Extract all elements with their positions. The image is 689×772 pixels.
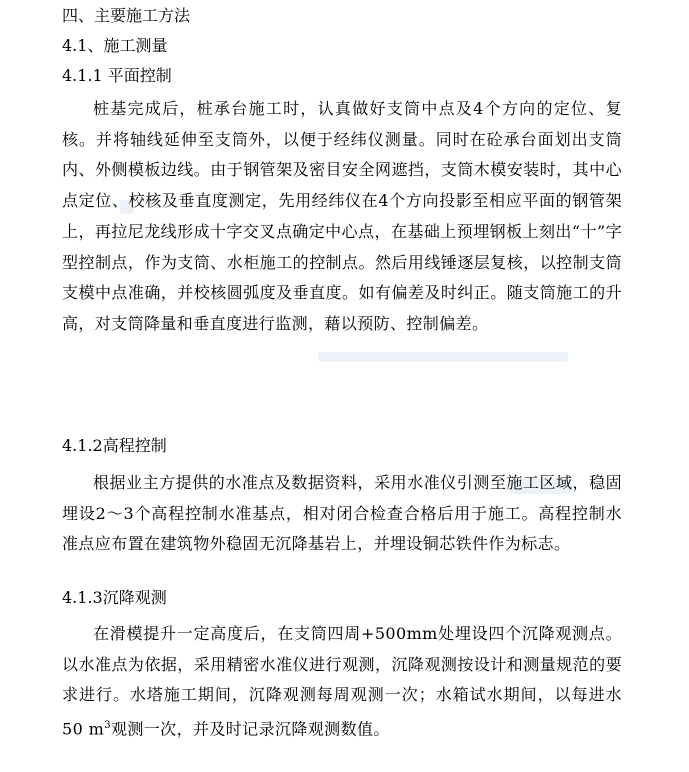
settlement-text-part2: 观测一次，并及时记录沉降观测数值。 — [110, 719, 390, 739]
paragraph-elevation-control: 根据业主方提供的水准点及数据资料，采用水准仪引测至施工区域，稳固埋设2～3个高程控制水准基点，相对闭合检查合格后用于施工。高程控制水准点应布置在建筑物外稳固无沉降基岩上，并埋设铜芯铁件作为标志。 — [62, 473, 622, 554]
subsection-4-1-2-title: 4.1.2高程控制 — [62, 436, 167, 455]
settlement-text-part1: 在滑模提升一定高度后，在支筒四周+500mm处埋设四个沉降观测点。以水准点为依据，采用精密水准仪进行观测，沉降观测按设计和测量规范的要求进行。水塔施工期间，沉降观测每周观测一次；水箱试水期间，以每进水50 m — [62, 624, 622, 739]
paragraph-settlement-observation — [62, 619, 622, 745]
subsection-4-1-title: 4.1、施工测量 — [62, 36, 168, 55]
section-title: 四、主要施工方法 — [62, 6, 191, 25]
paragraph-plane-control: 桩基完成后，桩承台施工时，认真做好支筒中点及4个方向的定位、复核。并将轴线延伸至支筒外，以便于经纬仪测量。同时在砼承台面划出支筒内、外侧模板边线。由于钢管架及密目安全网遮挡，支筒木模安装时，其中心点定位、校核及垂直度测定，先用经纬仪在4个方向投影至相应平面的钢管架上，再拉尼龙线形成十字交叉点确定中心点，在基础上预埋钢板上刻出“十”字型控制点，作为支筒、水柜施工的控制点。然后用线锤逐层复核，以控制支筒支模中点准确，并校核圆弧度及垂直度。如有偏差及时纠正。随支筒施工的升高，对支筒降量和垂直度进行监测，藉以预防、控制偏差。 — [62, 99, 622, 333]
subsection-4-1-3-title: 4.1.3沉降观测 — [62, 588, 167, 607]
watermark-mark — [318, 352, 568, 362]
superscript-cubic: 3 — [104, 720, 111, 732]
subsection-4-1-1-title: 4.1.1 平面控制 — [62, 66, 172, 85]
